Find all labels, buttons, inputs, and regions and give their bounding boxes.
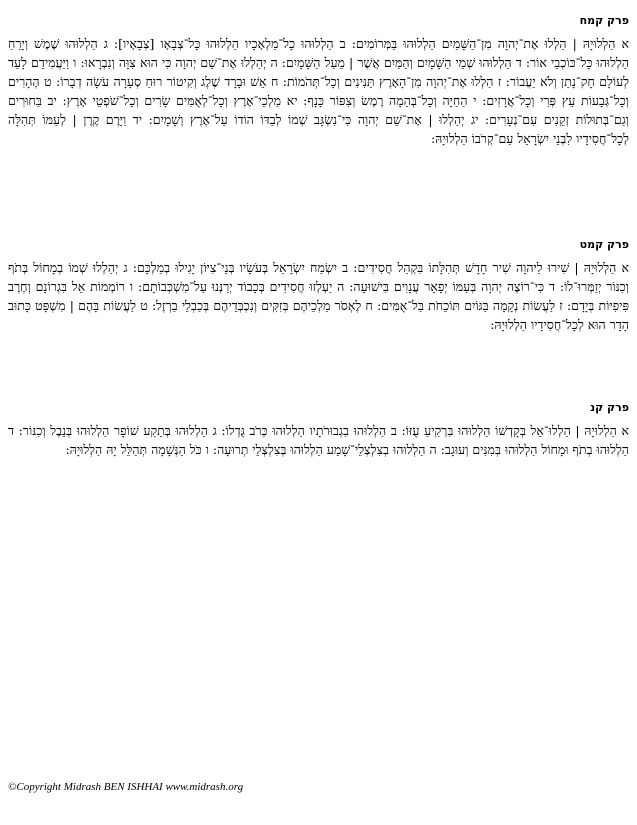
chapter-text: א הַלְלוּיָהּ | שִׁירוּ לַיהוָה שִׁיר חָדָשׁ תְּהִלָּתוֹ בִּקְהַל חֲסִידִים: ב יִשְׂמַח יִשְׂרָאֵל בְּעֹשָׂיו בְּנֵי־צִיּוֹן יָגִילוּ בְמַלְכָּם: ג יְהַלְלוּ שְׁמוֹ בְמָחוֹל בְּתֹף וְכִנּוֹר יְזַמְּרוּ־לוֹ: ד כִּי־רוֹצֶה יְהוָה בְּעַמּוֹ יְפָאֵר עֲנָוִים בִּישׁוּעָה: ה יַעְלְזוּ חֲסִידִים בְּכָבוֹד יְרַנְּנוּ עַל־מִשְׁכְּבוֹתָם: ו רוֹמְמוֹת אֵל בִּגְרוֹנָם וְחֶרֶב פִּיפִיּוֹת בְּיָדָם: ז לַעֲשׂוֹת נְקָמָה בַּגּוֹיִם תּוֹכֵחֹת בַּל־אֻמִּים: ח לֶאְסֹר מַלְכֵיהֶם בְּזִקִּים וְנִכְבְּדֵיהֶם בְּכַבְלֵי בַרְזֶל: ט לַעֲשׂוֹת בָּהֶם | מִשְׁפָּט כָּתוּב הָדָר הוּא לְכָל־חֲסִידָיו הַלְלוּיָהּ: [8,260,629,332]
chapter-title: פרק קמח [579,14,629,27]
chapter-text: א הַלְלוּיָהּ | הַלְלוּ־אֵל בְּקָדְשׁוֹ הַלְלוּהוּ בִּרְקִיעַ עֻזּוֹ: ב הַלְלוּהוּ בִגְבוּרֹתָיו הַלְלוּהוּ כְּרֹב גֻּדְלוֹ: ג הַלְלוּהוּ בְּתֵקַע שׁוֹפָר הַלְלוּהוּ בְּנֵבֶל וְכִנּוֹר: ד הַלְלוּהוּ בְתֹף וּמָחוֹל הַלְלוּהוּ בְּמִנִּים וְעוּגָב: ה הַלְלוּהוּ בְצִלְצְלֵי־שָׁמַע הַלְלוּהוּ בְּצִלְצְלֵי תְרוּעָה: ו כֹּל הַנְּשָׁמָה תְּהַלֵּל יָהּ הַלְלוּיָהּ: [8,423,629,457]
chapter-title: פרק קמט [579,238,629,251]
chapter-148 [8,14,629,148]
chapter-title: פרק קנ [590,401,629,414]
chapter-text: א הַלְלוּיָהּ | הַלְלוּ אֶת־יְהוָה מִן־הַשָּׁמַיִם הַלְלוּהוּ בַּמְּרוֹמִים: ב הַלְלוּהוּ כָל־מַלְאָכָיו הַלְלוּהוּ כָּל־צְבָאָו [צְבָאָיו]: ג הַלְלוּהוּ שֶׁמֶשׁ וְיָרֵחַ הַלְלוּהוּ כָּל־כּוֹכְבֵי אוֹר: ד הַלְלוּהוּ שְׁמֵי הַשָּׁמָיִם וְהַמַּיִם אֲשֶׁר | מֵעַל הַשָּׁמָיִם: ה יְהַלְלוּ אֶת־שֵׁם יְהוָה כִּי הוּא צִוָּה וְנִבְרָאוּ: ו וַיַּעֲמִידֵם לָעַד לְעוֹלָם חָק־נָתַן וְלֹא יַעֲבוֹר: ז הַלְלוּ אֶת־יְהוָה מִן־הָאָרֶץ תַּנִּינִים וְכָל־תְּהֹמוֹת: ח אֵשׁ וּבָרָד שֶׁלֶג וְקִיטוֹר רוּחַ סְעָרָה עֹשָׂה דְבָרוֹ: ט הֶהָרִים וְכָל־גְּבָעוֹת עֵץ פְּרִי וְכָל־אֲרָזִים: י הַחַיָּה וְכָל־בְּהֵמָה רֶמֶשׂ וְצִפּוֹר כָּנָף: יא מַלְכֵי־אֶרֶץ וְכָל־לְאֻמִּים שָׂרִים וְכָל־שֹׁפְטֵי אָרֶץ: יב בַּחוּרִים וְגַם־בְּתוּלוֹת זְקֵנִים עִם־נְעָרִים: יג יְהַלְלוּ | אֶת־שֵׁם יְהוָה כִּי־נִשְׂגָּב שְׁמוֹ לְבַדּוֹ הוֹדוֹ עַל־אֶרֶץ וְשָׁמָיִם: יד וַיָּרֶם קֶרֶן | לְעַמּוֹ תְּהִלָּה לְכָל־חֲסִידָיו לִבְנֵי יִשְׂרָאֵל עַם־קְרֹבוֹ הַלְלוּיָהּ: [8,36,629,146]
chapter-150 [8,401,629,459]
chapter-149 [8,238,629,334]
copyright-footer: ©Copyright Midrash BEN ISHHAI www.midrash.org [8,781,244,793]
